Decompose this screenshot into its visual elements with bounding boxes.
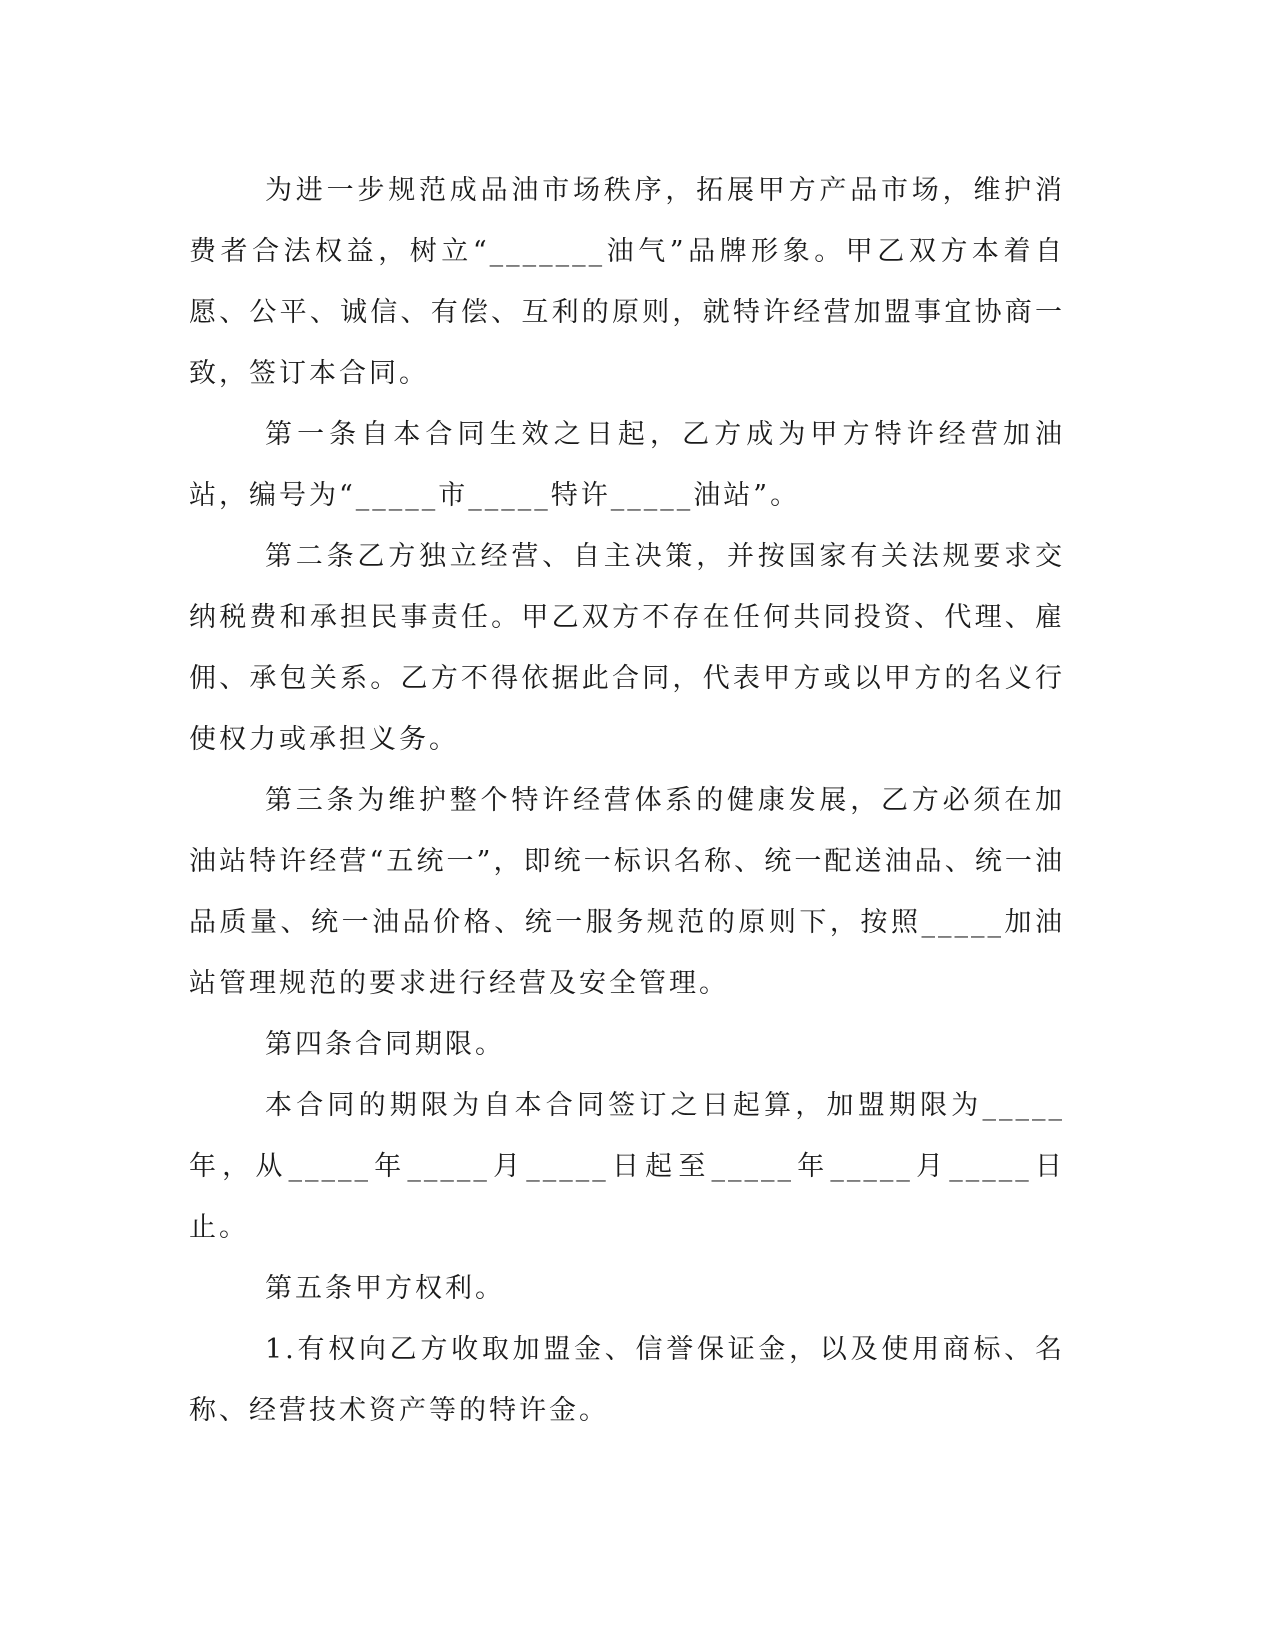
article-3-paragraph: 第三条为维护整个特许经营体系的健康发展，乙方必须在加油站特许经营“五统一”，即统一标识名称、统一配送油品、统一油品质量、统一油品价格、统一服务规范的原则下，按照_____加油站管理规范的要求进行经营及安全管理。	[189, 785, 1065, 999]
article-4-term-paragraph: 本合同的期限为自本合同签订之日起算，加盟期限为_____年，从_____年_____月_____日起至_____年_____月_____日止。	[189, 1090, 1065, 1243]
article-4-heading: 第四条合同期限。	[265, 1029, 505, 1060]
article-5-item-1-paragraph: 1.有权向乙方收取加盟金、信誉保证金，以及使用商标、名称、经营技术资产等的特许金。	[189, 1334, 1065, 1426]
article-2-paragraph: 第二条乙方独立经营、自主决策，并按国家有关法规要求交纳税费和承担民事责任。甲乙双方不存在任何共同投资、代理、雇佣、承包关系。乙方不得依据此合同，代表甲方或以甲方的名义行使权力或承担义务。	[189, 541, 1065, 755]
document-body	[189, 160, 1065, 1441]
article-1-paragraph: 第一条自本合同生效之日起，乙方成为甲方特许经营加油站，编号为“_____市_____特许_____油站”。	[189, 419, 1065, 511]
preamble-paragraph: 为进一步规范成品油市场秩序，拓展甲方产品市场，维护消费者合法权益，树立“_______油气”品牌形象。甲乙双方本着自愿、公平、诚信、有偿、互利的原则，就特许经营加盟事宜协商一致，签订本合同。	[189, 175, 1065, 389]
article-5-heading: 第五条甲方权利。	[265, 1273, 505, 1304]
